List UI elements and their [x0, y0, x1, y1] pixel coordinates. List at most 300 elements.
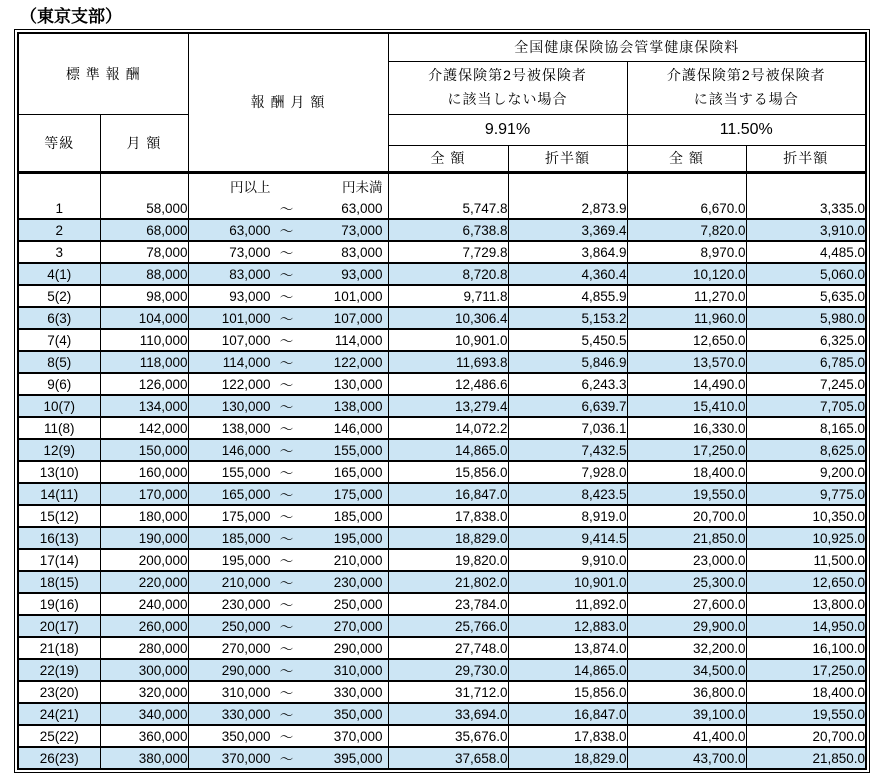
empty-cell: [18, 172, 100, 198]
remuneration-range-cell: [188, 198, 388, 219]
range-upper: 93,000: [341, 266, 383, 282]
grade-cell: 26(23): [18, 747, 100, 769]
empty-cell: [627, 172, 746, 198]
premium-table-frame: [14, 29, 870, 773]
empty-cell: [100, 172, 188, 198]
full-amount-care-cell: 29,900.0: [627, 615, 746, 637]
table-row: [18, 395, 866, 417]
remuneration-range-cell: [188, 373, 388, 395]
monthly-amount-cell: 126,000: [100, 373, 188, 395]
range-upper: 155,000: [333, 442, 383, 458]
header-half-amount-2: 折半額: [746, 145, 866, 172]
table-row: [18, 615, 866, 637]
range-lower: 175,000: [221, 508, 271, 524]
range-lower: 195,000: [221, 552, 271, 568]
header-full-amount-1: 全 額: [388, 145, 508, 172]
range-upper: 370,000: [333, 728, 383, 744]
range-tilde: ～: [279, 642, 294, 657]
remuneration-range-cell: [188, 549, 388, 571]
grade-cell: 5(2): [18, 285, 100, 307]
header-no-care-line2: に該当しない場合: [447, 90, 568, 107]
range-upper: 230,000: [333, 574, 383, 590]
range-upper: 107,000: [333, 310, 383, 326]
full-amount-no-care-cell: 18,829.0: [388, 527, 508, 549]
half-amount-care-cell: 18,400.0: [746, 681, 866, 703]
monthly-amount-cell: 380,000: [100, 747, 188, 769]
page-title: （東京支部）: [20, 7, 122, 26]
full-amount-no-care-cell: 31,712.0: [388, 681, 508, 703]
table-body: [18, 198, 866, 769]
range-upper: 73,000: [341, 222, 383, 238]
monthly-amount-cell: 104,000: [100, 307, 188, 329]
table-row: [18, 329, 866, 351]
remuneration-range-cell: [188, 571, 388, 593]
range-tilde: ～: [279, 268, 294, 283]
header-association-premium: 全国健康保険協会管掌健康保険料: [388, 33, 866, 61]
half-amount-care-cell: 8,165.0: [746, 417, 866, 439]
grade-cell: 15(12): [18, 505, 100, 527]
grade-cell: 6(3): [18, 307, 100, 329]
header-grade: 等級: [18, 114, 100, 172]
monthly-amount-cell: 200,000: [100, 549, 188, 571]
full-amount-care-cell: 10,120.0: [627, 263, 746, 285]
range-tilde: ～: [279, 708, 294, 723]
grade-cell: 13(10): [18, 461, 100, 483]
full-amount-no-care-cell: 11,693.8: [388, 351, 508, 373]
half-amount-no-care-cell: 16,847.0: [508, 703, 627, 725]
full-amount-no-care-cell: 27,748.0: [388, 637, 508, 659]
grade-cell: 24(21): [18, 703, 100, 725]
grade-cell: 22(19): [18, 659, 100, 681]
full-amount-no-care-cell: 37,658.0: [388, 747, 508, 769]
range-upper: 101,000: [333, 288, 383, 304]
full-amount-care-cell: 34,500.0: [627, 659, 746, 681]
half-amount-care-cell: 13,800.0: [746, 593, 866, 615]
table-header: [18, 33, 866, 198]
range-tilde: ～: [279, 334, 294, 349]
half-amount-care-cell: 9,775.0: [746, 483, 866, 505]
full-amount-no-care-cell: 9,711.8: [388, 285, 508, 307]
grade-cell: 2: [18, 219, 100, 241]
monthly-amount-cell: 220,000: [100, 571, 188, 593]
monthly-amount-cell: 180,000: [100, 505, 188, 527]
range-upper: 165,000: [333, 464, 383, 480]
monthly-amount-cell: 170,000: [100, 483, 188, 505]
remuneration-range-cell: [188, 439, 388, 461]
full-amount-care-cell: 13,570.0: [627, 351, 746, 373]
full-amount-care-cell: 15,410.0: [627, 395, 746, 417]
range-lower: 107,000: [221, 332, 271, 348]
half-amount-care-cell: 6,325.0: [746, 329, 866, 351]
monthly-amount-cell: 280,000: [100, 637, 188, 659]
monthly-amount-cell: 300,000: [100, 659, 188, 681]
remuneration-range-cell: [188, 417, 388, 439]
remuneration-range-cell: [188, 681, 388, 703]
remuneration-range-cell: [188, 461, 388, 483]
range-tilde: ～: [279, 312, 294, 327]
empty-cell: [746, 172, 866, 198]
table-row: [18, 263, 866, 285]
range-lower: 350,000: [221, 728, 271, 744]
half-amount-no-care-cell: 13,874.0: [508, 637, 627, 659]
table-row: [18, 659, 866, 681]
full-amount-care-cell: 8,970.0: [627, 241, 746, 263]
header-rate-no-care: 9.91%: [388, 114, 627, 145]
range-lower: 310,000: [221, 684, 271, 700]
remuneration-range-cell: [188, 483, 388, 505]
half-amount-no-care-cell: 5,153.2: [508, 307, 627, 329]
grade-cell: 8(5): [18, 351, 100, 373]
half-amount-care-cell: 14,950.0: [746, 615, 866, 637]
header-rate-care: 11.50%: [627, 114, 866, 145]
table-row: [18, 285, 866, 307]
range-tilde: ～: [279, 202, 294, 217]
table-row: [18, 439, 866, 461]
grade-cell: 14(11): [18, 483, 100, 505]
grade-cell: 10(7): [18, 395, 100, 417]
full-amount-no-care-cell: 7,729.8: [388, 241, 508, 263]
remuneration-range-cell: [188, 703, 388, 725]
monthly-amount-cell: 150,000: [100, 439, 188, 461]
full-amount-care-cell: 18,400.0: [627, 461, 746, 483]
range-tilde: ～: [279, 554, 294, 569]
remuneration-range-cell: [188, 659, 388, 681]
half-amount-no-care-cell: 7,432.5: [508, 439, 627, 461]
half-amount-no-care-cell: 8,919.0: [508, 505, 627, 527]
table-row: [18, 725, 866, 747]
range-lower: 138,000: [221, 420, 271, 436]
half-amount-care-cell: 7,705.0: [746, 395, 866, 417]
full-amount-no-care-cell: 23,784.0: [388, 593, 508, 615]
remuneration-range-cell: [188, 219, 388, 241]
remuneration-range-cell: [188, 505, 388, 527]
half-amount-no-care-cell: 7,928.0: [508, 461, 627, 483]
range-tilde: ～: [279, 378, 294, 393]
full-amount-no-care-cell: 5,747.8: [388, 198, 508, 219]
half-amount-no-care-cell: 11,892.0: [508, 593, 627, 615]
full-amount-care-cell: 20,700.0: [627, 505, 746, 527]
half-amount-no-care-cell: 5,450.5: [508, 329, 627, 351]
range-upper: 350,000: [333, 706, 383, 722]
range-lower: 210,000: [221, 574, 271, 590]
full-amount-care-cell: 25,300.0: [627, 571, 746, 593]
half-amount-no-care-cell: 18,829.0: [508, 747, 627, 769]
range-lower: 185,000: [221, 530, 271, 546]
range-tilde: ～: [279, 400, 294, 415]
remuneration-range-cell: [188, 527, 388, 549]
grade-cell: 17(14): [18, 549, 100, 571]
full-amount-care-cell: 23,000.0: [627, 549, 746, 571]
full-amount-care-cell: 14,490.0: [627, 373, 746, 395]
half-amount-care-cell: 11,500.0: [746, 549, 866, 571]
range-lower: 146,000: [221, 442, 271, 458]
full-amount-care-cell: 21,850.0: [627, 527, 746, 549]
half-amount-care-cell: 4,485.0: [746, 241, 866, 263]
half-amount-no-care-cell: 4,855.9: [508, 285, 627, 307]
half-amount-no-care-cell: 12,883.0: [508, 615, 627, 637]
full-amount-care-cell: 6,670.0: [627, 198, 746, 219]
range-lower: 93,000: [229, 288, 271, 304]
header-care-case: [627, 61, 866, 114]
full-amount-care-cell: 27,600.0: [627, 593, 746, 615]
remuneration-range-cell: [188, 725, 388, 747]
full-amount-care-cell: 11,270.0: [627, 285, 746, 307]
grade-cell: 4(1): [18, 263, 100, 285]
half-amount-no-care-cell: 6,639.7: [508, 395, 627, 417]
table-row: [18, 527, 866, 549]
full-amount-care-cell: 7,820.0: [627, 219, 746, 241]
range-lower: 165,000: [221, 486, 271, 502]
range-lower: 270,000: [221, 640, 271, 656]
half-amount-no-care-cell: 4,360.4: [508, 263, 627, 285]
remuneration-range-cell: [188, 637, 388, 659]
full-amount-care-cell: 43,700.0: [627, 747, 746, 769]
table-row: [18, 373, 866, 395]
table-row: [18, 593, 866, 615]
range-lower: 330,000: [221, 706, 271, 722]
range-lower: 230,000: [221, 596, 271, 612]
range-lower: 155,000: [221, 464, 271, 480]
full-amount-care-cell: 39,100.0: [627, 703, 746, 725]
half-amount-care-cell: 5,980.0: [746, 307, 866, 329]
grade-cell: 16(13): [18, 527, 100, 549]
range-tilde: ～: [279, 510, 294, 525]
half-amount-care-cell: 17,250.0: [746, 659, 866, 681]
table-row: [18, 571, 866, 593]
monthly-amount-cell: 260,000: [100, 615, 188, 637]
remuneration-range-cell: [188, 285, 388, 307]
header-no-care-case: [388, 61, 627, 114]
header-no-care-line1: 介護保険第2号被保険者: [428, 67, 587, 84]
range-upper: 330,000: [333, 684, 383, 700]
range-units-cell: [188, 172, 388, 198]
table-row: [18, 637, 866, 659]
full-amount-no-care-cell: 16,847.0: [388, 483, 508, 505]
grade-cell: 11(8): [18, 417, 100, 439]
full-amount-care-cell: 12,650.0: [627, 329, 746, 351]
monthly-amount-cell: 78,000: [100, 241, 188, 263]
range-upper: 146,000: [333, 420, 383, 436]
remuneration-range-cell: [188, 329, 388, 351]
half-amount-no-care-cell: 6,243.3: [508, 373, 627, 395]
range-lower: 101,000: [221, 310, 271, 326]
range-upper: 63,000: [341, 200, 383, 216]
half-amount-no-care-cell: 8,423.5: [508, 483, 627, 505]
full-amount-no-care-cell: 21,802.0: [388, 571, 508, 593]
monthly-amount-cell: 160,000: [100, 461, 188, 483]
half-amount-care-cell: 10,350.0: [746, 505, 866, 527]
header-monthly-amount: 月 額: [100, 114, 188, 172]
range-upper: 290,000: [333, 640, 383, 656]
full-amount-no-care-cell: 14,072.2: [388, 417, 508, 439]
half-amount-care-cell: 20,700.0: [746, 725, 866, 747]
full-amount-no-care-cell: 6,738.8: [388, 219, 508, 241]
monthly-amount-cell: 340,000: [100, 703, 188, 725]
table-row: [18, 549, 866, 571]
range-tilde: ～: [279, 598, 294, 613]
half-amount-care-cell: 3,335.0: [746, 198, 866, 219]
range-upper: 210,000: [333, 552, 383, 568]
half-amount-no-care-cell: 3,864.9: [508, 241, 627, 263]
full-amount-care-cell: 36,800.0: [627, 681, 746, 703]
full-amount-care-cell: 19,550.0: [627, 483, 746, 505]
empty-cell: [388, 172, 508, 198]
range-tilde: ～: [279, 290, 294, 305]
remuneration-range-cell: [188, 307, 388, 329]
header-standard-remuneration: 標 準 報 酬: [18, 33, 188, 114]
range-upper: 83,000: [341, 244, 383, 260]
full-amount-no-care-cell: 10,306.4: [388, 307, 508, 329]
remuneration-range-cell: [188, 395, 388, 417]
grade-cell: 23(20): [18, 681, 100, 703]
full-amount-no-care-cell: 13,279.4: [388, 395, 508, 417]
half-amount-no-care-cell: 9,414.5: [508, 527, 627, 549]
half-amount-care-cell: 9,200.0: [746, 461, 866, 483]
yen-below-label: 円未満: [342, 179, 383, 195]
grade-cell: 25(22): [18, 725, 100, 747]
full-amount-no-care-cell: 8,720.8: [388, 263, 508, 285]
table-row: [18, 747, 866, 769]
half-amount-care-cell: 10,925.0: [746, 527, 866, 549]
range-upper: 395,000: [333, 750, 383, 766]
full-amount-no-care-cell: 10,901.0: [388, 329, 508, 351]
monthly-amount-cell: 134,000: [100, 395, 188, 417]
range-lower: 130,000: [221, 398, 271, 414]
header-care-line2: に該当する場合: [693, 90, 799, 107]
range-lower: 370,000: [221, 750, 271, 766]
range-lower: 122,000: [221, 376, 271, 392]
monthly-amount-cell: 58,000: [100, 198, 188, 219]
monthly-amount-cell: 240,000: [100, 593, 188, 615]
monthly-amount-cell: 98,000: [100, 285, 188, 307]
full-amount-no-care-cell: 25,766.0: [388, 615, 508, 637]
range-tilde: ～: [279, 576, 294, 591]
remuneration-range-cell: [188, 593, 388, 615]
grade-cell: 21(18): [18, 637, 100, 659]
monthly-amount-cell: 190,000: [100, 527, 188, 549]
header-care-line1: 介護保険第2号被保険者: [666, 67, 826, 84]
half-amount-no-care-cell: 3,369.4: [508, 219, 627, 241]
remuneration-range-cell: [188, 241, 388, 263]
half-amount-care-cell: 19,550.0: [746, 703, 866, 725]
table-row: [18, 198, 866, 219]
range-lower: 83,000: [229, 266, 271, 282]
half-amount-no-care-cell: 17,838.0: [508, 725, 627, 747]
full-amount-care-cell: 17,250.0: [627, 439, 746, 461]
full-amount-no-care-cell: 14,865.0: [388, 439, 508, 461]
full-amount-no-care-cell: 19,820.0: [388, 549, 508, 571]
range-upper: 175,000: [333, 486, 383, 502]
range-units-row: [18, 172, 866, 198]
range-upper: 270,000: [333, 618, 383, 634]
half-amount-care-cell: 16,100.0: [746, 637, 866, 659]
half-amount-no-care-cell: 5,846.9: [508, 351, 627, 373]
table-row: [18, 483, 866, 505]
half-amount-care-cell: 5,060.0: [746, 263, 866, 285]
premium-table: [17, 32, 867, 770]
half-amount-care-cell: 8,625.0: [746, 439, 866, 461]
range-lower: 73,000: [229, 244, 271, 260]
range-upper: 114,000: [334, 332, 383, 348]
range-upper: 250,000: [333, 596, 383, 612]
header-remuneration-monthly: 報 酬 月 額: [188, 33, 388, 172]
range-tilde: ～: [279, 752, 294, 767]
range-upper: 138,000: [333, 398, 383, 414]
full-amount-no-care-cell: 35,676.0: [388, 725, 508, 747]
monthly-amount-cell: 142,000: [100, 417, 188, 439]
half-amount-care-cell: 3,910.0: [746, 219, 866, 241]
range-tilde: ～: [279, 422, 294, 437]
remuneration-range-cell: [188, 263, 388, 285]
grade-cell: 1: [18, 198, 100, 219]
table-row: [18, 505, 866, 527]
monthly-amount-cell: 110,000: [100, 329, 188, 351]
range-lower: 250,000: [221, 618, 271, 634]
grade-cell: 3: [18, 241, 100, 263]
grade-cell: 12(9): [18, 439, 100, 461]
table-row: [18, 351, 866, 373]
range-tilde: ～: [279, 532, 294, 547]
half-amount-no-care-cell: 2,873.9: [508, 198, 627, 219]
table-row: [18, 241, 866, 263]
full-amount-care-cell: 41,400.0: [627, 725, 746, 747]
half-amount-no-care-cell: 15,856.0: [508, 681, 627, 703]
full-amount-care-cell: 16,330.0: [627, 417, 746, 439]
half-amount-no-care-cell: 14,865.0: [508, 659, 627, 681]
range-upper: 122,000: [333, 354, 383, 370]
range-tilde: ～: [279, 356, 294, 371]
grade-cell: 18(15): [18, 571, 100, 593]
empty-cell: [508, 172, 627, 198]
range-tilde: ～: [279, 224, 294, 239]
table-row: [18, 219, 866, 241]
range-tilde: ～: [279, 466, 294, 481]
range-tilde: ～: [279, 620, 294, 635]
full-amount-care-cell: 11,960.0: [627, 307, 746, 329]
range-lower: 114,000: [222, 354, 271, 370]
grade-cell: 20(17): [18, 615, 100, 637]
half-amount-care-cell: 21,850.0: [746, 747, 866, 769]
range-upper: 130,000: [333, 376, 383, 392]
table-row: [18, 417, 866, 439]
half-amount-care-cell: 6,785.0: [746, 351, 866, 373]
range-tilde: ～: [279, 730, 294, 745]
full-amount-no-care-cell: 12,486.6: [388, 373, 508, 395]
monthly-amount-cell: 360,000: [100, 725, 188, 747]
yen-above-label: 円以上: [230, 179, 271, 195]
remuneration-range-cell: [188, 747, 388, 769]
range-upper: 185,000: [333, 508, 383, 524]
range-tilde: ～: [279, 488, 294, 503]
half-amount-care-cell: 5,635.0: [746, 285, 866, 307]
table-row: [18, 681, 866, 703]
range-upper: 310,000: [333, 662, 383, 678]
remuneration-range-cell: [188, 351, 388, 373]
header-half-amount-1: 折半額: [508, 145, 627, 172]
monthly-amount-cell: 118,000: [100, 351, 188, 373]
range-tilde: ～: [279, 444, 294, 459]
range-tilde: ～: [279, 686, 294, 701]
grade-cell: 19(16): [18, 593, 100, 615]
range-upper: 195,000: [333, 530, 383, 546]
range-lower: 63,000: [229, 222, 271, 238]
range-tilde: ～: [279, 246, 294, 261]
half-amount-no-care-cell: 7,036.1: [508, 417, 627, 439]
monthly-amount-cell: 68,000: [100, 219, 188, 241]
grade-cell: 7(4): [18, 329, 100, 351]
full-amount-no-care-cell: 33,694.0: [388, 703, 508, 725]
range-lower: 290,000: [221, 662, 271, 678]
